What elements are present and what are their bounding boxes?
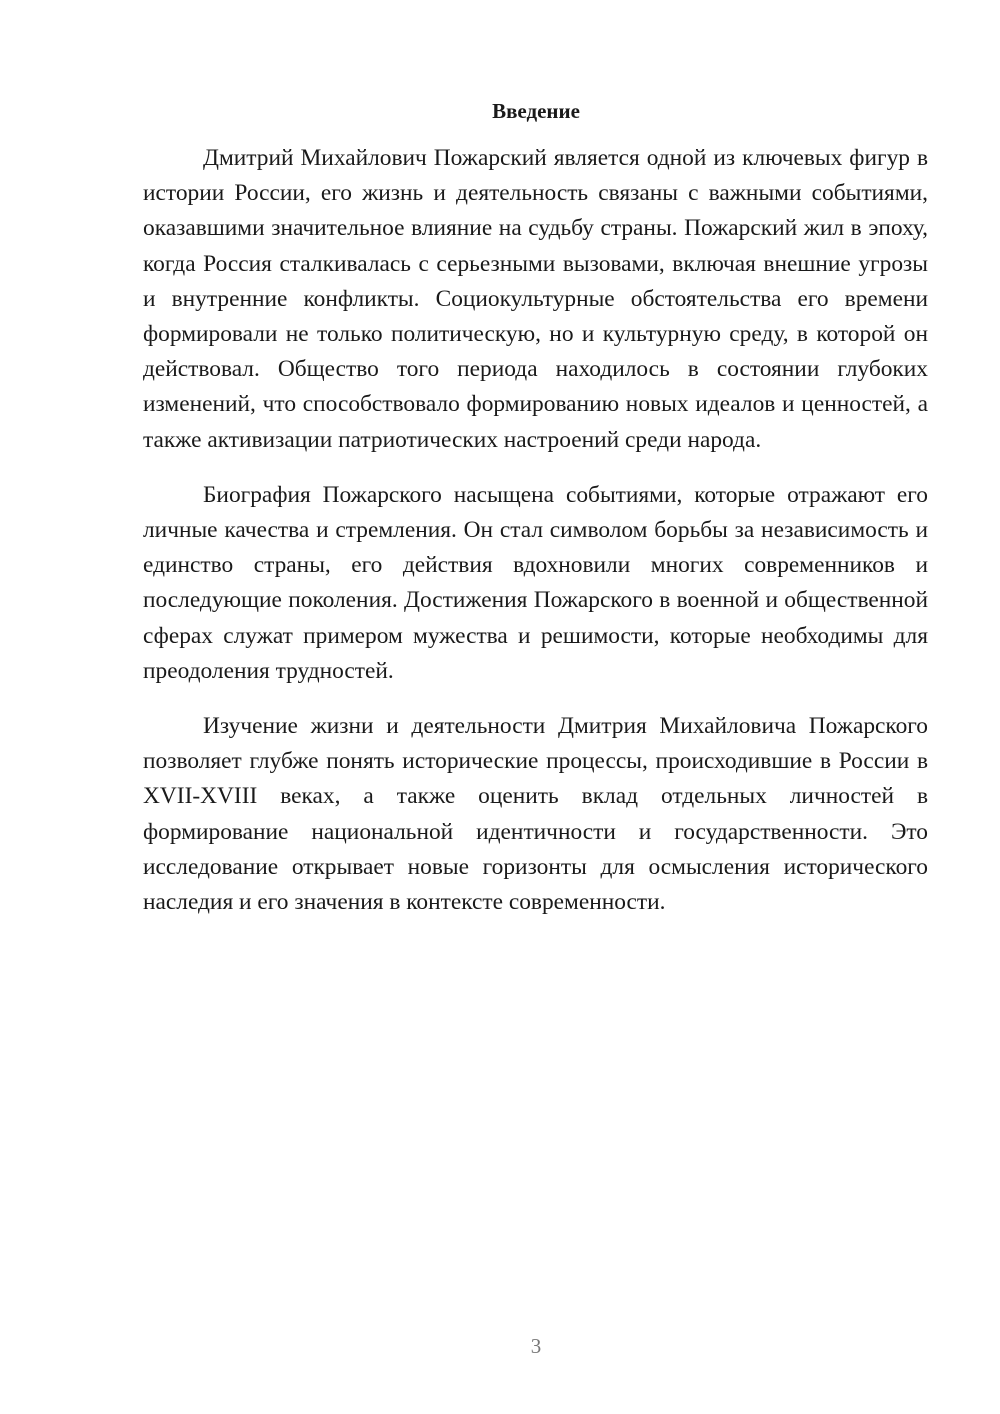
section-heading: Введение [492, 99, 580, 123]
paragraph-1: Дмитрий Михайлович Пожарский является одной из ключевых фигур в истории России, его жизнь и деятельность связаны с важными событиями, оказавшими значительное влияние на судьбу страны. Пожарский жил в эпоху, когда Россия сталкивалась с серьезными вызовами, включая внешние угрозы и внутренние конфликты. Социокультурные обстоятельства его времени формировали не только политическую, но и культурную среду, в которой он действовал. Общество того периода находилось в состоянии глубоких изменений, что способствовало формированию новых идеалов и ценностей, а также активизации патриотических настроений среди народа. [143, 145, 928, 453]
paragraph-3: Изучение жизни и деятельности Дмитрия Михайловича Пожарского позволяет глубже понять исторические процессы, происходившие в России в XVII-XVIII веках, а также оценить вклад отдельных личностей в формирование национальной идентичности и государственности. Это исследование открывает новые горизонты для осмысления исторического наследия и его значения в контексте современности. [143, 713, 928, 916]
body-text [143, 141, 928, 940]
paragraph-2: Биография Пожарского насыщена событиями, которые отражают его личные качества и стремления. Он стал символом борьбы за независимость и единство страны, его действия вдохновили многих современников и последующие поколения. Достижения Пожарского в военной и общественной сферах служат примером мужества и решимости, которые необходимы для преодоления трудностей. [143, 481, 928, 684]
page-number: 3 [530, 1334, 542, 1358]
